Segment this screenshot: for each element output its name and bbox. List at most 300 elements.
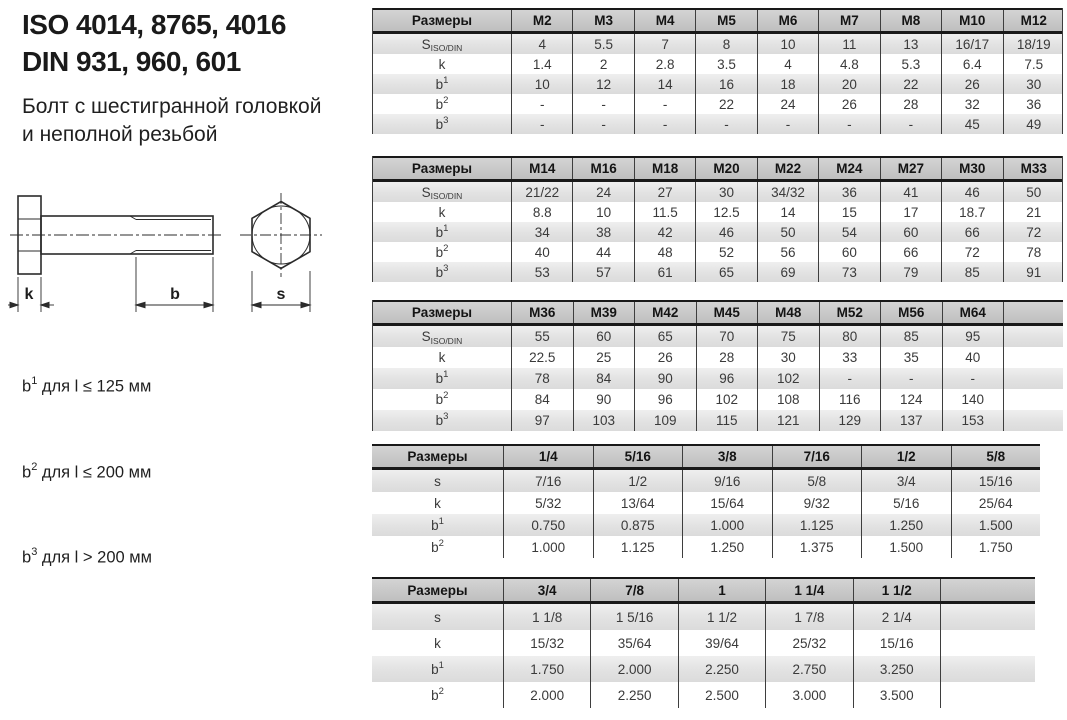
column-header: 3/4 [503,579,590,601]
table-cell: 54 [818,222,879,242]
table-cell: 1.750 [951,536,1041,558]
row-label [372,470,503,492]
table-cell: 44 [572,242,633,262]
table-cell: 115 [696,410,758,431]
table-row [373,222,1062,242]
bolt-side-view [10,196,223,274]
table-cell: 24 [572,182,633,202]
table-cell: 12 [572,74,633,94]
table-cell: 1/2 [593,470,683,492]
row-label [372,682,503,708]
table-cell: 1.375 [772,536,862,558]
empty-cell [1003,410,1064,431]
table-cell: 1.000 [503,536,593,558]
dim-label-k: k [24,286,34,303]
footnotes [22,315,152,599]
table-cell: 96 [696,368,758,389]
table-header-row [373,300,1063,326]
row-label [373,389,511,410]
row-label-sub: ISO/DIN [430,335,463,346]
column-header: M64 [942,302,1004,323]
dim-label-s: s [276,286,286,303]
row-label [372,604,503,630]
table-row [373,114,1062,134]
row-label-base: b [435,76,444,92]
table-cell: 2.500 [678,682,765,708]
table-row [372,492,1040,514]
table-row [373,326,1063,347]
row-label-base: k [434,635,441,651]
table-cell: 53 [511,262,572,282]
table-cell: 42 [634,222,695,242]
column-header: M14 [511,158,572,179]
table-cell: 16 [695,74,756,94]
row-label [372,514,503,536]
table-cell: 6.4 [941,54,1002,74]
row-label-sup: 1 [443,74,449,86]
table-cell: 13 [880,34,941,54]
table-cell: 10 [511,74,572,94]
table-cell: 36 [818,182,879,202]
table-cell: 48 [634,242,695,262]
row-label-sup: 2 [443,94,449,106]
table-cell: 2.250 [678,656,765,682]
empty-header-cell [1003,302,1064,323]
row-label-sup: 2 [443,390,449,401]
table-cell: 70 [696,326,758,347]
table-cell: 18/19 [1003,34,1064,54]
column-header: M56 [880,302,942,323]
row-label-base: k [438,350,446,365]
table-cell: 7 [634,34,695,54]
table-cell: 52 [695,242,756,262]
table-cell: 20 [818,74,879,94]
table-row [372,604,1035,630]
title-din: DIN 931, 960, 601 [22,46,241,77]
table-cell: 36 [1003,94,1064,114]
row-label-base: b [435,264,444,280]
table-cell: 15/32 [503,630,590,656]
table-cell: 65 [695,262,756,282]
column-header: 1/2 [861,446,951,467]
row-label-sup: 1 [443,369,449,380]
table-cell: 116 [819,389,881,410]
table-cell: - [942,368,1004,389]
row-label-sup: 1 [443,222,449,234]
table-cell: 50 [1003,182,1064,202]
table-cell: 25/64 [951,492,1041,514]
empty-header-cell [940,579,1035,601]
table-cell: 21 [1003,202,1064,222]
table-cell: - [819,368,881,389]
table-cell: 5.3 [880,54,941,74]
table-cell: 28 [880,94,941,114]
row-label-base: b [435,392,444,407]
column-header: 3/8 [682,446,772,467]
table-cell: 96 [634,389,696,410]
table-cell: 129 [819,410,881,431]
table-cell: 10 [572,202,633,222]
column-header: M45 [696,302,758,323]
table-row [373,94,1062,114]
table-header-label: Размеры [411,13,473,28]
table-cell: 2 1/4 [853,604,940,630]
table-cell: 5/16 [861,492,951,514]
row-label-sub: ISO/DIN [430,191,463,201]
row-label-sup: 3 [443,262,449,274]
table-cell: 69 [757,262,818,282]
table-cell: - [634,114,695,134]
table-cell: 35 [880,347,942,368]
column-header: M30 [941,158,1002,179]
column-header: M33 [1003,158,1064,179]
table-cell: 3/4 [861,470,951,492]
column-header: M5 [695,10,756,31]
column-header: M10 [941,10,1002,31]
table-cell: 85 [941,262,1002,282]
row-label-base: b [435,224,444,240]
table-cell: 46 [941,182,1002,202]
table-cell: 108 [757,389,819,410]
empty-cell [1003,347,1064,368]
row-label-base: b [435,96,444,112]
subtitle-line1: Болт с шестигранной головкой [22,95,322,118]
column-header: M20 [695,158,756,179]
table-header-label: Размеры [407,582,468,598]
table-cell: - [511,94,572,114]
table-cell: 60 [818,242,879,262]
table-cell: 39/64 [678,630,765,656]
table-cell: 13/64 [593,492,683,514]
table-cell: 22.5 [511,347,573,368]
table-cell: 33 [819,347,881,368]
table-cell: 3.5 [695,54,756,74]
table-cell: 32 [941,94,1002,114]
column-header: 1 1/4 [765,579,852,601]
table-cell: 30 [1003,74,1064,94]
table-cell: - [572,94,633,114]
bolt-drawing-svg [8,185,353,325]
empty-cell [1003,368,1064,389]
table-cell: 2.250 [590,682,677,708]
table-cell: 5/32 [503,492,593,514]
table-cell: 22 [695,94,756,114]
row-label-base: S [421,36,431,52]
table-cell: 73 [818,262,879,282]
column-header: M48 [757,302,819,323]
size-table-5 [372,577,1035,708]
table-cell: 60 [573,326,635,347]
table-cell: 140 [942,389,1004,410]
row-label-sup: 3 [443,411,449,422]
column-header: 5/16 [593,446,683,467]
size-table-2 [372,156,1063,282]
bolt-drawing [8,185,353,325]
column-header: M18 [634,158,695,179]
table-cell: 66 [880,242,941,262]
table-row [372,656,1035,682]
column-header: 1 1/2 [853,579,940,601]
table-cell: 4 [511,34,572,54]
table-cell: 124 [880,389,942,410]
table-cell: 1.500 [951,514,1041,536]
table-cell: 66 [941,222,1002,242]
table-cell: 22 [880,74,941,94]
row-label-base: b [431,687,439,703]
row-label-base: s [434,473,441,489]
row-label-sup: 1 [438,515,444,527]
table-cell: 26 [941,74,1002,94]
table-cell: 7/16 [503,470,593,492]
size-table-4 [372,444,1040,558]
table-cell: 15/16 [853,630,940,656]
table-cell: 1.500 [861,536,951,558]
table-cell: 84 [511,389,573,410]
empty-cell [1003,389,1064,410]
table-header-row [372,577,1035,604]
table-cell: 11 [818,34,879,54]
table-cell: 4 [757,54,818,74]
row-label [372,630,503,656]
table-cell: 55 [511,326,573,347]
empty-cell [940,604,1035,630]
table-cell: 1 1/2 [678,604,765,630]
row-label-base: b [435,116,444,132]
empty-cell [940,682,1035,708]
column-header: M2 [511,10,572,31]
table-cell: 49 [1003,114,1064,134]
empty-cell [940,656,1035,682]
table-cell: 3.250 [853,656,940,682]
table-cell: 2.000 [503,682,590,708]
column-header: 1 [678,579,765,601]
table-cell: 34/32 [757,182,818,202]
table-cell: 50 [757,222,818,242]
column-header: M27 [880,158,941,179]
table-cell: 18 [757,74,818,94]
table-cell: 9/32 [772,492,862,514]
table-cell: 25/32 [765,630,852,656]
table-cell: 95 [942,326,1004,347]
table-cell: 1 1/8 [503,604,590,630]
table-row [372,682,1035,708]
row-label [373,368,511,389]
row-label [373,242,511,262]
table-cell: 85 [880,326,942,347]
row-label [373,410,511,431]
table-cell: 10 [757,34,818,54]
table-cell: 25 [573,347,635,368]
column-header: M24 [818,158,879,179]
row-label-base: b [431,539,439,555]
table-row [373,242,1062,262]
table-cell: 90 [573,389,635,410]
row-label-base: b [431,517,439,533]
subtitle-line2: и неполной резьбой [22,123,218,146]
table-cell: 1.000 [682,514,772,536]
table-row [373,389,1063,410]
table-header-label: Размеры [411,305,473,320]
row-label [372,656,503,682]
table-cell: 8.8 [511,202,572,222]
table-row [372,630,1035,656]
empty-cell [940,630,1035,656]
row-label-sup: 1 [438,659,444,671]
row-label-base: b [431,661,439,677]
column-header: M22 [757,158,818,179]
table-cell: 56 [757,242,818,262]
column-header: M36 [511,302,573,323]
table-cell: 1.125 [593,536,683,558]
table-row [373,74,1062,94]
table-cell: 72 [941,242,1002,262]
table-cell: 61 [634,262,695,282]
table-cell: 1.250 [861,514,951,536]
table-header-row [373,8,1062,34]
table-cell: - [634,94,695,114]
page-title [22,6,286,80]
table-cell: 4.8 [818,54,879,74]
table-cell: 15/64 [682,492,772,514]
table-cell: 27 [634,182,695,202]
table-cell: 28 [696,347,758,368]
row-label [373,182,511,202]
size-table-1 [372,8,1063,134]
column-header: M16 [572,158,633,179]
table-cell: 8 [695,34,756,54]
row-label [373,262,511,282]
table-cell: 0.875 [593,514,683,536]
column-header: M39 [573,302,635,323]
table-cell: 1.125 [772,514,862,536]
row-label [372,492,503,514]
table-cell: 26 [634,347,696,368]
table-cell: 2.750 [765,656,852,682]
row-label [373,94,511,114]
table-cell: 35/64 [590,630,677,656]
row-label [373,347,511,368]
table-row [373,34,1062,54]
title-iso: ISO 4014, 8765, 4016 [22,9,286,40]
row-label [372,536,503,558]
column-header: 7/8 [590,579,677,601]
row-label-sup: 2 [438,537,444,549]
table-cell: 5.5 [572,34,633,54]
table-cell: 14 [757,202,818,222]
table-row [373,368,1063,389]
row-label-base: b [435,371,444,386]
column-header: M3 [572,10,633,31]
table-cell: 121 [757,410,819,431]
row-label [373,222,511,242]
dimension-s [252,271,310,312]
table-cell: 14 [634,74,695,94]
table-cell: - [695,114,756,134]
table-cell: 21/22 [511,182,572,202]
row-label-base: S [421,184,431,200]
row-label-sup: 2 [443,242,449,254]
table-cell: 2 [572,54,633,74]
table-cell: 18.7 [941,202,1002,222]
table-cell: 1.250 [682,536,772,558]
column-header: M4 [634,10,695,31]
table-cell: 102 [757,368,819,389]
table-cell: 57 [572,262,633,282]
row-label [373,114,511,134]
row-label [373,34,511,54]
empty-cell [1003,326,1064,347]
table-cell: 90 [634,368,696,389]
table-cell: 97 [511,410,573,431]
table-cell: 12.5 [695,202,756,222]
table-cell: 15 [818,202,879,222]
row-label [373,74,511,94]
table-cell: - [757,114,818,134]
table-cell: 16/17 [941,34,1002,54]
table-cell: 1.750 [503,656,590,682]
table-cell: 41 [880,182,941,202]
table-cell: 46 [695,222,756,242]
table-cell: 1 5/16 [590,604,677,630]
table-cell: 102 [696,389,758,410]
column-header: 1/4 [503,446,593,467]
table-cell: 109 [634,410,696,431]
table-cell: 1.4 [511,54,572,74]
column-header: 7/16 [772,446,862,467]
table-header-row [373,156,1062,182]
table-cell: 103 [573,410,635,431]
table-cell: 40 [942,347,1004,368]
table-cell: 3.000 [765,682,852,708]
column-header: 5/8 [951,446,1041,467]
footnote-b3: $b^3$ для l > 200 мм [22,546,152,567]
table-cell: 75 [757,326,819,347]
table-cell: 30 [757,347,819,368]
table-cell: 2.000 [590,656,677,682]
table-header-label: Размеры [407,449,468,464]
table-row [372,470,1040,492]
table-cell: 45 [941,114,1002,134]
table-cell: 78 [511,368,573,389]
page-subtitle [22,93,321,149]
table-cell: 2.8 [634,54,695,74]
table-row [372,536,1040,558]
table-cell: 91 [1003,262,1064,282]
table-row [372,514,1040,536]
table-cell: 72 [1003,222,1064,242]
table-row [373,202,1062,222]
table-cell: 78 [1003,242,1064,262]
row-label-sup: 3 [443,114,449,126]
table-cell: - [880,368,942,389]
column-header: M7 [818,10,879,31]
dimension-k [8,277,54,312]
hex-end-view [240,193,322,277]
table-cell: 153 [942,410,1004,431]
table-cell: - [880,114,941,134]
row-label-base: k [434,495,441,511]
table-cell: 60 [880,222,941,242]
dim-label-b: b [170,286,180,303]
table-cell: 3.500 [853,682,940,708]
table-cell: 38 [572,222,633,242]
column-header: M12 [1003,10,1064,31]
column-header: M52 [819,302,881,323]
table-cell: - [572,114,633,134]
table-cell: - [511,114,572,134]
table-cell: 84 [573,368,635,389]
column-header: M8 [880,10,941,31]
